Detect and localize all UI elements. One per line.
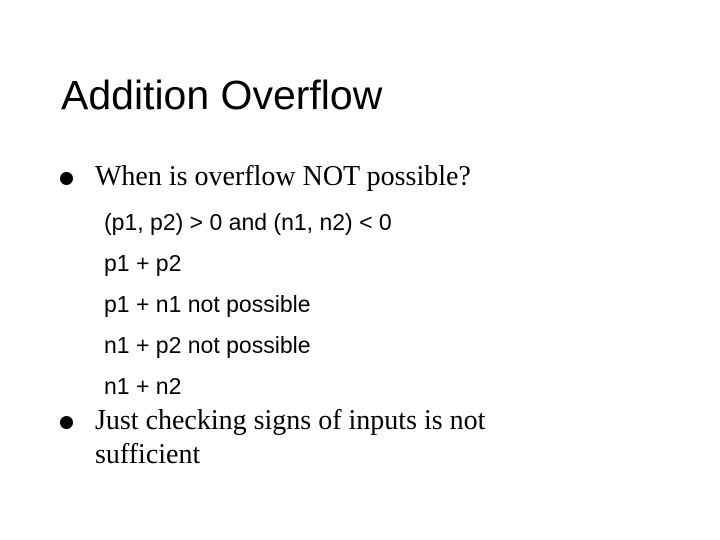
bullet-item-overflow-question — [60, 160, 660, 194]
sub-bullet-list — [104, 202, 604, 407]
bullet-item-sign-check — [60, 404, 660, 472]
slide-title: Addition Overflow — [61, 72, 383, 118]
sub-bullet-item: p1 + p2 — [104, 250, 182, 276]
bullet-text: Just checking signs of inputs is not sufficient — [95, 405, 486, 470]
sub-bullet-item: n1 + p2 not possible — [104, 332, 311, 358]
sub-bullet-item: n1 + n2 — [104, 373, 182, 399]
bullet-text: When is overflow NOT possible? — [95, 161, 471, 192]
bullet-dot-icon — [60, 416, 73, 429]
bullet-dot-icon — [60, 172, 73, 185]
sub-bullet-item: p1 + n1 not possible — [104, 291, 311, 317]
sub-bullet-item: (p1, p2) > 0 and (n1, n2) < 0 — [104, 209, 392, 235]
